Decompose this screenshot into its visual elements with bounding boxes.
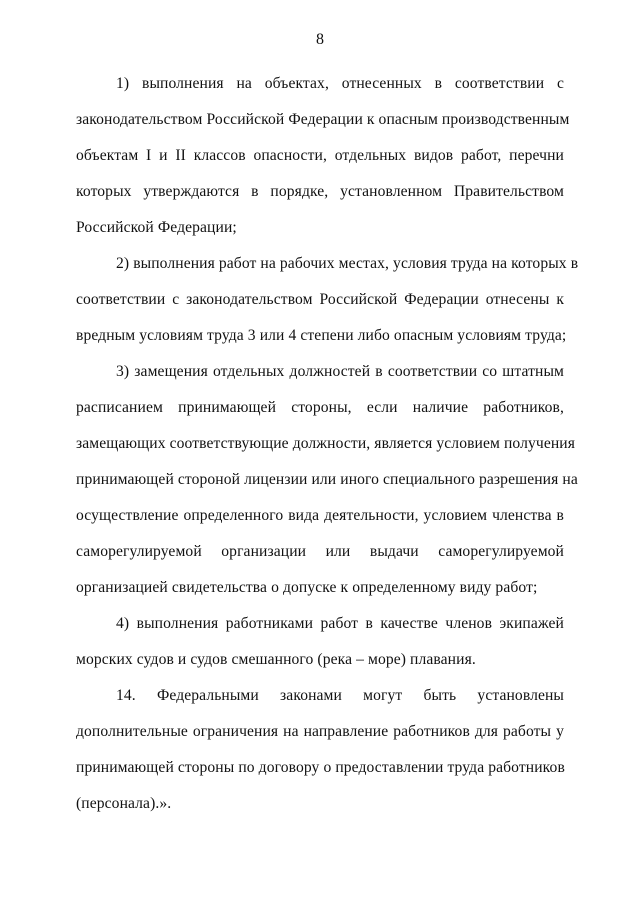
text-line: 14. Федеральными законами могут быть установлены bbox=[116, 687, 564, 704]
text-line: принимающей стороной лицензии или иного специального разрешения на bbox=[76, 471, 578, 488]
text-line: замещающих соответствующие должности, является условием получения bbox=[76, 435, 576, 452]
paragraph-item-4 bbox=[76, 606, 564, 678]
page-number: 8 bbox=[316, 31, 324, 48]
text-line: (персонала).». bbox=[76, 795, 172, 812]
text-line: саморегулируемой организации или выдачи саморегулируемой bbox=[76, 543, 564, 560]
text-line: соответствии с законодательством Российской Федерации отнесены к bbox=[76, 291, 564, 308]
text-line: принимающей стороны по договору о предоставлении труда работников bbox=[76, 759, 565, 776]
paragraph-section-14 bbox=[76, 678, 564, 822]
paragraph-item-1 bbox=[76, 66, 570, 246]
text-line: 1) выполнения на объектах, отнесенных в соответствии с bbox=[116, 75, 564, 92]
text-line: 2) выполнения работ на рабочих местах, условия труда на которых в bbox=[116, 255, 579, 272]
paragraph-item-2 bbox=[76, 246, 579, 354]
text-line: вредным условиям труда 3 или 4 степени либо опасным условиям труда; bbox=[76, 327, 567, 344]
text-line: 3) замещения отдельных должностей в соответствии со штатным bbox=[116, 363, 564, 380]
paragraph-item-3 bbox=[76, 354, 578, 606]
text-line: 4) выполнения работниками работ в качестве членов экипажей bbox=[116, 615, 564, 632]
text-line: организацией свидетельства о допуске к определенному виду работ; bbox=[76, 579, 538, 596]
text-line: которых утверждаются в порядке, установленном Правительством bbox=[76, 183, 564, 200]
text-line: морских судов и судов смешанного (река – море) плавания. bbox=[76, 651, 476, 668]
text-line: расписанием принимающей стороны, если наличие работников, bbox=[76, 399, 564, 416]
document-body bbox=[76, 66, 579, 822]
text-line: Российской Федерации; bbox=[76, 219, 237, 236]
text-line: объектам I и II классов опасности, отдельных видов работ, перечни bbox=[76, 147, 564, 164]
text-line: осуществление определенного вида деятельности, условием членства в bbox=[76, 507, 564, 524]
text-line: дополнительные ограничения на направление работников для работы у bbox=[76, 723, 564, 740]
text-line: законодательством Российской Федерации к опасным производственным bbox=[76, 111, 570, 128]
